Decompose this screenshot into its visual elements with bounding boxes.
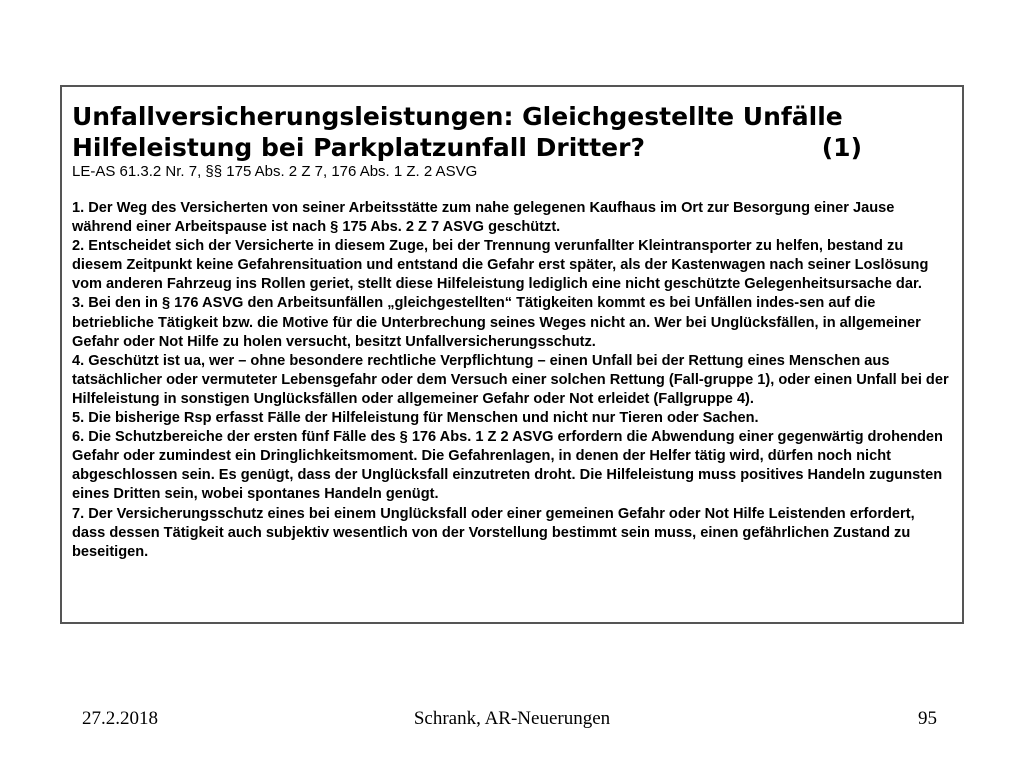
paragraph: 4. Geschützt ist ua, wer – ohne besondere rechtliche Verpflichtung – einen Unfall bei der Rettung eines Menschen aus tatsächlicher oder vermuteter Lebensgefahr oder dem Versuch einer solchen Rettung (Fall-gruppe 1), oder einen Unfall bei der Hilfeleistung in sonstigen Unglücksfällen oder allgemeiner Gefahr oder Not erleidet (Fallgruppe 4). xyxy=(72,352,949,407)
footer-date: 27.2.2018 xyxy=(82,708,158,729)
paragraph: 6. Die Schutzbereiche der ersten fünf Fälle des § 176 Abs. 1 Z 2 ASVG erfordern die Abwendung einer gegenwärtig drohenden Gefahr oder zumindest ein Dringlichkeitsmoment. Die Gefahrenlagen, in denen der Helfer tätig wird, dürfen noch nicht abgeschlossen sein. Es genügt, dass der Unglücksfall einzutreten droht. Die Hilfeleistung muss positives Handeln zugunsten eines Dritten sein, wobei spontanes Handeln genügt. xyxy=(72,429,943,503)
slide-title xyxy=(72,101,950,163)
paragraph: 2. Entscheidet sich der Versicherte in diesem Zuge, bei der Trennung verunfallter Kleintransporter zu helfen, bestand zu diesem Zeitpunkt keine Gefahrensituation und entstand die Gefahr erst später, als der Kastenwagen nach seiner Loslösung vom anderen Fahrzeug ins Rollen geriet, stellt diese Hilfeleistung lediglich eine nicht geschützte Gelegenheitsursache dar. xyxy=(72,238,929,293)
footer-author: Schrank, AR-Neuerungen xyxy=(413,708,611,729)
title-line-2-number: (1) xyxy=(821,133,862,162)
paragraph: 1. Der Weg des Versicherten von seiner Arbeitsstätte zum nahe gelegenen Kaufhaus im Ort zur Besorgung einer Jause während einer Arbeitspause ist nach § 175 Abs. 2 Z 7 ASVG geschützt. xyxy=(72,200,895,236)
paragraph: 3. Bei den in § 176 ASVG den Arbeitsunfällen „gleichgestellten“ Tätigkeiten kommt es bei Unfällen indes-sen auf die betriebliche Tätigkeit bzw. die Motive für die Unterbrechung seines Weges nicht an. Wer bei Unglücksfällen, in allgemeiner Gefahr oder Not Hilfe zu holen versucht, besitzt Unfallversicherungsschutz. xyxy=(72,295,921,350)
title-line-2 xyxy=(72,132,862,163)
title-line-2-text: Hilfeleistung bei Parkplatzunfall Dritter? xyxy=(72,133,645,162)
paragraph: 7. Der Versicherungsschutz eines bei einem Unglücksfall oder einer gemeinen Gefahr oder Not Hilfe Leistenden erfordert, dass dessen Tätigkeit auch subjektiv wesentlich von der Vorstellung bestimmt sein muss, einen gefährlichen Zustand zu beseitigen. xyxy=(72,505,915,560)
footer-page-number: 95 xyxy=(918,708,937,729)
paragraph: 5. Die bisherige Rsp erfasst Fälle der Hilfeleistung für Menschen und nicht nur Tieren oder Sachen. xyxy=(72,410,759,427)
legal-paragraphs xyxy=(72,199,950,562)
content-frame xyxy=(60,85,964,624)
legal-reference: LE-AS 61.3.2 Nr. 7, §§ 175 Abs. 2 Z 7, 176 Abs. 1 Z. 2 ASVG xyxy=(72,163,478,180)
title-line-1: Unfallversicherungsleistungen: Gleichgestellte Unfälle xyxy=(72,102,843,131)
